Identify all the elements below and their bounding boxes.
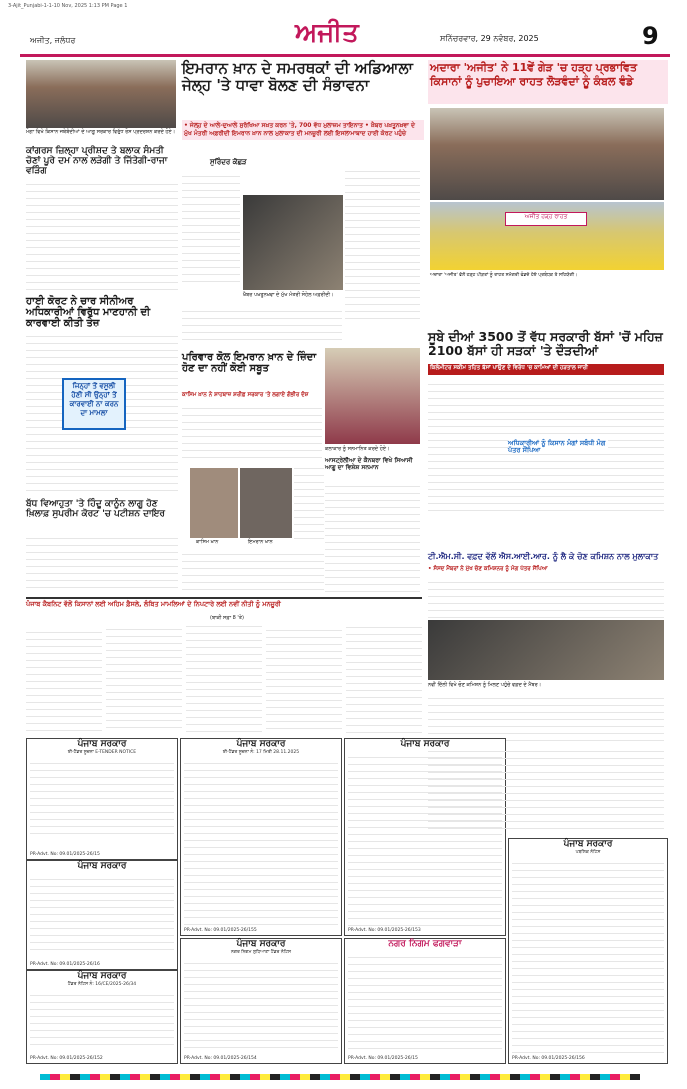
qasim-caption: ਕਾਸਿਮ ਖ਼ਾਨ <box>196 539 219 545</box>
headline-award: ਆਸਟ੍ਰੇਲੀਆ ਦੇ ਕੈਨਬਰਾ ਵਿਖੇ ਸਿਆਸੀ ਆਗੂ ਦਾ ਵਿਸ਼ੇਸ਼ ਸਨਮਾਨ <box>325 457 413 471</box>
print-header-strip <box>0 0 687 14</box>
ad-etender-2 <box>26 860 178 970</box>
ad-title: ਪੰਜਾਬ ਸਰਕਾਰ <box>77 861 127 871</box>
article-body-family-3 <box>182 548 324 593</box>
headline-high-court: ਹਾਈ ਕੋਰਟ ਨੇ ਚਾਰ ਸੀਨੀਅਰ ਅਧਿਕਾਰੀਆਂ ਵਿਰੁੱਧ ਮਾਣਹਾਨੀ ਦੀ ਕਾਰਵਾਈ ਕੀਤੀ ਤੇਜ਼ <box>26 296 151 329</box>
headline-imran-jail: ਇਮਰਾਨ ਖ਼ਾਨ ਦੇ ਸਮਰਥਕਾਂ ਦੀ ਅਡਿਆਲਾ ਜੇਲ੍ਹ 'ਤੇ ਧਾਵਾ ਬੋਲਣ ਦੀ ਸੰਭਾਵਨਾ <box>182 59 413 94</box>
ad-title: ਪੰਜਾਬ ਸਰਕਾਰ <box>236 739 286 749</box>
headline-bus: ਸੂਬੇ ਦੀਆਂ 3500 ਤੋਂ ਵੱਧ ਸਰਕਾਰੀ ਬੱਸਾਂ 'ਚੋਂ ਮਹਿਜ਼ 2100 ਬੱਸਾਂ ਹੀ ਸੜਕਾਂ 'ਤੇ ਦੌੜਦੀਆਂ <box>428 329 663 358</box>
continued-note: (ਬਾਕੀ ਸਫ਼ਾ 8 'ਤੇ) <box>210 615 244 621</box>
afridi-photo <box>243 195 343 290</box>
article-body-award <box>325 480 420 595</box>
ad-etender-4 <box>180 738 342 936</box>
imran-photo <box>240 468 292 538</box>
ad-subtitle: ਈ-ਟੈਂਡਰ ਸੂਚਨਾ ਨੰ: 17 ਮਿਤੀ 28.11.2025 <box>222 750 300 755</box>
ad-title: ਪੰਜਾਬ ਸਰਕਾਰ <box>236 939 286 949</box>
article-body-cabinet <box>26 626 422 734</box>
headline-congress: ਕਾਂਗਰਸ ਜ਼ਿਲ੍ਹਾ ਪ੍ਰੀਸ਼ਦ ਤੇ ਬਲਾਕ ਸੰਮਤੀ ਚੋਣਾਂ ਪੂਰੇ ਦਮ ਨਾਲ ਲੜੇਗੀ ਤੇ ਜਿੱਤੇਗੀ-ਰਾਜਾ ਵੜਿੰਗ <box>26 146 168 176</box>
article-body-imran-2 <box>345 165 420 325</box>
print-color-bar <box>40 1074 640 1080</box>
ad-subtitle: ਈ-ਟੈਂਡਰ ਸੂਚਨਾ E-TENDER NOTICE <box>67 750 137 755</box>
relief-photo-1 <box>430 108 664 200</box>
headline-ajit-relief: ਅਦਾਰਾ 'ਅਜੀਤ' ਨੇ 11ਵੇਂ ਗੇੜ 'ਚ ਹੜ੍ਹ ਪ੍ਰਭਾਵਿਤ ਕਿਸਾਨਾਂ ਨੂੰ ਪੁਚਾਇਆ ਰਾਹਤ ਲੋੜਵੰਦਾਂ ਨੂੰ ਕੰਬਲ ਵੰਡੇ <box>428 60 668 104</box>
issue-date: ਸਨਿੱਚਰਵਾਰ, 29 ਨਵੰਬਰ, 2025 <box>440 34 539 43</box>
ad-title: ਪੰਜਾਬ ਸਰਕਾਰ <box>400 739 450 749</box>
article-body-tmc <box>428 576 664 618</box>
article-body-family-2 <box>294 462 324 542</box>
subhead-tmc: • ਸੰਸਦ ਮੈਂਬਰਾਂ ਨੇ ਮੁੱਖ ਚੋਣ ਕਮਿਸ਼ਨਰ ਨੂੰ ਮੰਗ ਪੱਤਰ ਸੌਂਪਿਆ <box>428 566 548 572</box>
article-body-tmc-3 <box>428 745 664 835</box>
imran-caption: ਇਮਰਾਨ ਖ਼ਾਨ <box>248 539 273 545</box>
ad-public-notice-8 <box>508 838 668 1064</box>
ad-title: ਪੰਜਾਬ ਸਰਕਾਰ <box>563 839 613 849</box>
ad-ref: PR-Advt. No: 09.01/2025-26/155 <box>184 928 257 933</box>
article-body-imran-1 <box>182 170 240 288</box>
ad-etender-1 <box>26 738 178 860</box>
ad-tender-5 <box>180 938 342 1064</box>
ad-ref: PR-Advt. No: 09.01/2025-26/15 <box>348 1056 418 1061</box>
ad-ref: PR-Advt. No: 09.01/2025-26/156 <box>512 1056 585 1061</box>
ad-ref: PR-Advt. No: 09.01/2025-26/16 <box>30 962 100 967</box>
protest-photo <box>26 60 176 128</box>
ad-ref: PR-Advt. No: 09.01/2025-26/152 <box>30 1056 103 1061</box>
headline-tmc: ਟੀ.ਐਮ.ਸੀ. ਵਫ਼ਦ ਵੱਲੋਂ ਐਸ.ਆਈ.ਆਰ. ਨੂੰ ਲੈ ਕੇ ਚੋਣ ਕਮਿਸ਼ਨ ਨਾਲ ਮੁਲਾਕਾਤ <box>428 552 659 561</box>
ad-ref: PR-Advt. No: 09.01/2025-26/153 <box>348 928 421 933</box>
page-number: 9 <box>642 22 668 48</box>
subhead-bus: ਕਿਲੋਮੀਟਰ ਸਕੀਮ ਤਹਿਤ ਬੱਸਾਂ ਪਾਉਣ ਦੇ ਵਿਰੋਧ 'ਚ ਕਾਮਿਆਂ ਦੀ ਹੜਤਾਲ ਜਾਰੀ <box>428 364 664 375</box>
headline-family: ਪਰਿਵਾਰ ਕੋਲ ਇਮਰਾਨ ਖ਼ਾਨ ਦੇ ਜ਼ਿੰਦਾ ਹੋਣ ਦਾ ਨਹੀਂ ਕੋਈ ਸਬੂਤ <box>182 352 317 374</box>
relief-caption: ਅਦਾਰਾ 'ਅਜੀਤ' ਵੱਲੋਂ ਹੜ੍ਹ ਪੀੜਤਾਂ ਨੂੰ ਰਾਹਤ ਸਮੱਗਰੀ ਵੰਡਦੇ ਹੋਏ ਪ੍ਰਬੰਧਕ ਤੇ ਸਹਿਯੋਗੀ। <box>430 273 578 278</box>
ad-tender-3 <box>26 970 178 1064</box>
article-body-congress <box>26 178 178 290</box>
masthead <box>20 18 670 57</box>
headline-cabinet: ਪੰਜਾਬ ਕੈਬਨਿਟ ਵੱਲੋਂ ਕਿਸਾਨਾਂ ਲਈ ਅਹਿਮ ਫ਼ੈਸਲੇ, ਲੰਬਿਤ ਮਾਮਲਿਆਂ ਦੇ ਨਿਪਟਾਰੇ ਲਈ ਨਵੀਂ ਨੀਤੀ ਨੂੰ ਮਨਜ਼ੂਰੀ <box>26 600 281 608</box>
award-caption: ਕਲਾਕਾਰ ਨੂੰ ਸਨਮਾਨਿਤ ਕਰਦੇ ਹੋਏ। <box>325 446 390 452</box>
ad-subtitle: ਨਗਰ ਨਿਗਮ ਲੁਧਿਆਣਾ ਟੈਂਡਰ ਨੋਟਿਸ <box>231 950 291 955</box>
ad-subtitle: ਪਬਲਿਕ ਨੋਟਿਸ <box>575 850 601 855</box>
article-body-imran-3 <box>182 305 342 345</box>
ad-subtitle: ਟੈਂਡਰ ਨੋਟਿਸ ਨੰ: 16/CE/2025-26/34 <box>67 982 137 987</box>
subhead-imran: • ਜੇਲ੍ਹ ਦੇ ਆਲੇ-ਦੁਆਲੇ ਸੁਰੱਖਿਆ ਸਖ਼ਤ ਕਰਨ 'ਤੇ, 700 ਵੱਧ ਮੁਲਾਜ਼ਮ ਤਾਇਨਾਤ • ਖ਼ੈਬਰ ਪਖ਼ਤੂਨਖ਼ਵਾ ਦੇ ਮੁੱਖ ਮੰਤਰੀ ਅਫ਼ਰੀਦੀ ਇਮਰਾਨ ਖ਼ਾਨ ਨਾਲ ਮੁਲਾਕਾਤ ਦੀ ਮਨਜ਼ੂਰੀ ਲਈ ਇਸਲਾਮਾਬਾਦ ਹਾਈ ਕੋਰਟ ਪਹੁੰਚੇ <box>182 120 424 140</box>
rule-line <box>26 597 422 599</box>
tmc-caption: ਨਵੀਂ ਦਿੱਲੀ ਵਿਖੇ ਚੋਣ ਕਮਿਸ਼ਨ ਨੂੰ ਮਿਲਣ ਪਹੁੰਚੇ ਵਫ਼ਦ ਦੇ ਮੈਂਬਰ। <box>428 682 542 688</box>
ad-ref: PR-Advt. No: 09.01/2025-26/154 <box>184 1056 257 1061</box>
article-body-family-1 <box>182 402 322 464</box>
afridi-caption: ਖ਼ੈਬਰ ਪਖ਼ਤੂਨਖ਼ਵਾ ਦੇ ਮੁੱਖ ਮੰਤਰੀ ਸੋਹੇਲ ਅਫ਼ਰੀਦੀ। <box>243 292 334 298</box>
award-photo <box>325 348 420 444</box>
ad-title: ਪੰਜਾਬ ਸਰਕਾਰ <box>77 739 127 749</box>
qasim-photo <box>190 468 238 538</box>
subhead-family: ਕਾਸਿਮ ਖ਼ਾਨ ਨੇ ਸ਼ਾਹਬਾਜ਼ ਸ਼ਰੀਫ਼ ਸਰਕਾਰ 'ਤੇ ਲਗਾਏ ਗੰਭੀਰ ਦੋਸ਼ <box>182 392 309 398</box>
ad-municipal-7 <box>344 938 506 1064</box>
article-body-tmc-2 <box>428 692 664 742</box>
ad-title: ਨਗਰ ਨਿਗਮ ਫਗਵਾੜਾ <box>388 939 462 949</box>
tmc-photo <box>428 620 664 680</box>
ad-title: ਪੰਜਾਬ ਸਰਕਾਰ <box>77 971 127 981</box>
headline-supreme-court: ਬੱਧ ਵਿਆਹੁਤਾ 'ਤੇ ਹਿੰਦੂ ਕਾਨੂੰਨ ਲਾਗੂ ਹੋਣ ਖ਼ਿਲਾਫ਼ ਸੁਪਰੀਮ ਕੋਰਟ 'ਚ ਪਟੀਸ਼ਨ ਦਾਇਰ <box>26 499 166 519</box>
byline: ਸੁਰਿੰਦਰ ਕੋਛੜ <box>210 158 247 166</box>
newspaper-logo: ਅਜੀਤ <box>295 18 359 48</box>
highlight-box: ਜਿਨ੍ਹਾਂ ਤੋਂ ਵਸੂਲੀ ਹੋਣੀ ਸੀ ਉਨ੍ਹਾਂ ਤੋਂ ਕਾਰਵਾਈ ਨਾ ਕਰਨ ਦਾ ਮਾਮਲਾ <box>62 378 126 430</box>
headline-bus-inner: ਅਧਿਕਾਰੀਆਂ ਨੂੰ ਕਿਸਾਨ ਮੰਗਾਂ ਸਬੰਧੀ ਮੰਗ ਪੱਤਰ ਸੌਂਪਿਆ <box>508 440 608 454</box>
protest-caption: ਮੋਗਾ ਵਿਖੇ ਕਿਸਾਨ ਜਥੇਬੰਦੀਆਂ ਦੇ ਆਗੂ ਸਰਕਾਰ ਵਿਰੁੱਧ ਰੋਸ ਪ੍ਰਦਰਸ਼ਨ ਕਰਦੇ ਹੋਏ। <box>26 129 176 135</box>
ad-ref: PR-Advt. No: 09.01/2025-26/15 <box>30 852 100 857</box>
relief-banner: ਅਜੀਤ ਹੜ੍ਹ ਰਾਹਤ <box>505 212 587 226</box>
section-name: ਅਜੀਤ, ਜਲੰਧਰ <box>30 36 76 45</box>
article-body-supreme-court <box>26 532 178 594</box>
print-slug: 3-Ajit_Punjabi-1-1-10 Nov, 2025 1:13 PM Page 1 <box>8 3 128 9</box>
